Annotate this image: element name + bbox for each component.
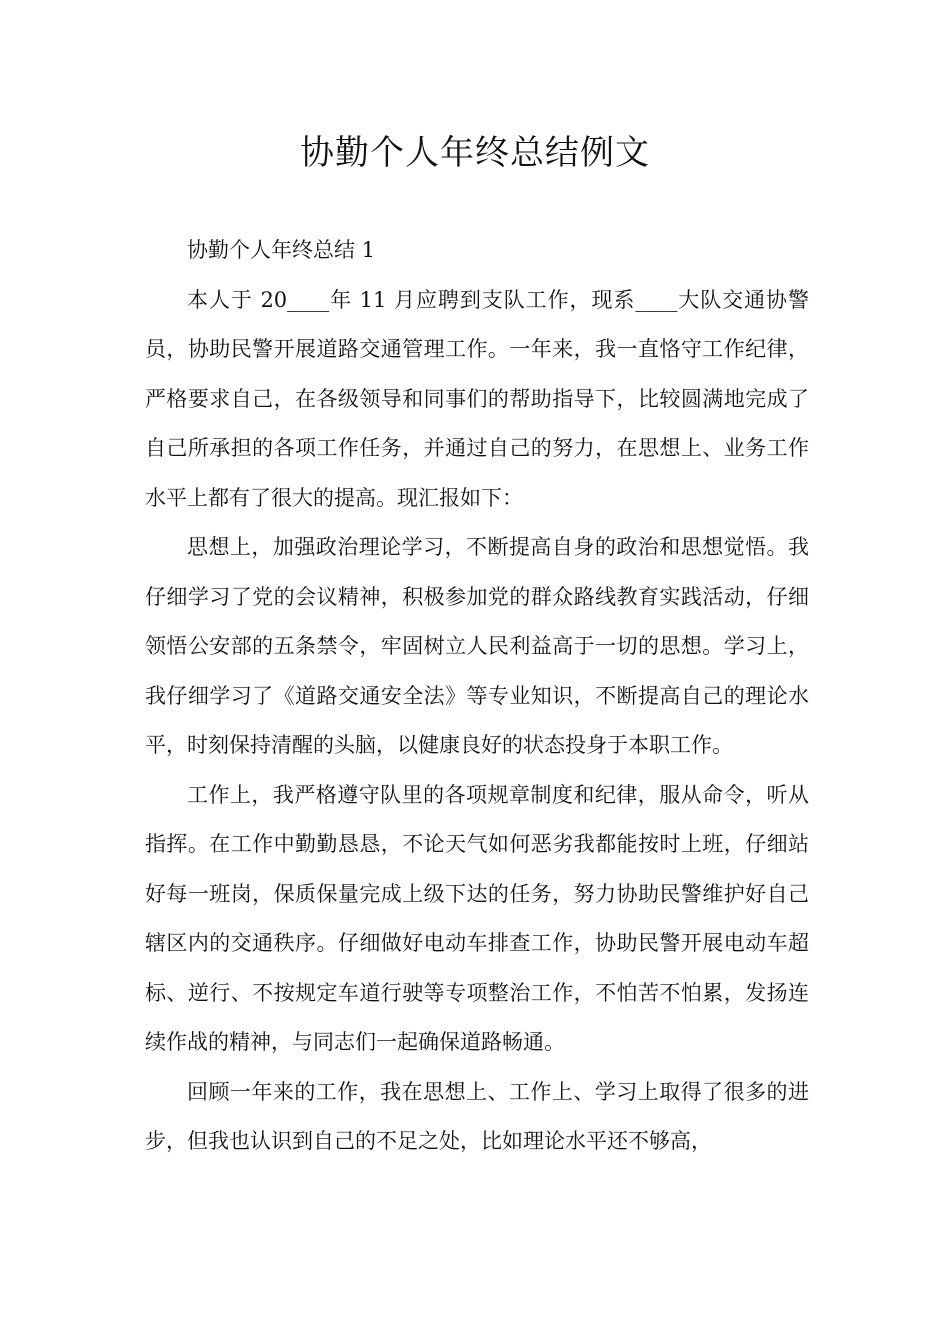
document-body: [145, 226, 809, 1167]
paragraph-thought: 思想上，加强政治理论学习，不断提高自身的政治和思想觉悟。我仔细学习了党的会议精神，积极参加党的群众路线教育实践活动，仔细领悟公安部的五条禁令，牢固树立人民利益高于一切的思想。学习上，我仔细学习了《道路交通安全法》等专业知识，不断提高自己的理论水平，时刻保持清醒的头脑，以健康良好的状态投身于本职工作。: [145, 535, 809, 757]
document-title: 协勤个人年终总结例文: [300, 133, 650, 173]
section-heading: 协勤个人年终总结 1: [187, 238, 376, 262]
paragraph-intro: 本人于 20____年 11 月应聘到支队工作，现系____大队交通协警员，协助民警开展道路交通管理工作。一年来，我一直恪守工作纪律，严格要求自己，在各级领导和同事们的帮助指导下，比较圆满地完成了自己所承担的各项工作任务，并通过自己的努力，在思想上、业务工作水平上都有了很大的提高。现汇报如下：: [145, 287, 809, 510]
paragraph-work: 工作上，我严格遵守队里的各项规章制度和纪律，服从命令，听从指挥。在工作中勤勤恳恳，不论天气如何恶劣我都能按时上班，仔细站好每一班岗，保质保量完成上级下达的任务，努力协助民警维护好自己辖区内的交通秩序。仔细做好电动车排查工作，协助民警开展电动车超标、逆行、不按规定车道行驶等专项整治工作，不怕苦不怕累，发扬连续作战的精神，与同志们一起确保道路畅通。: [145, 782, 809, 1054]
paragraph-review: 回顾一年来的工作，我在思想上、工作上、学习上取得了很多的进步，但我也认识到自己的不足之处，比如理论水平还不够高，: [145, 1079, 809, 1153]
